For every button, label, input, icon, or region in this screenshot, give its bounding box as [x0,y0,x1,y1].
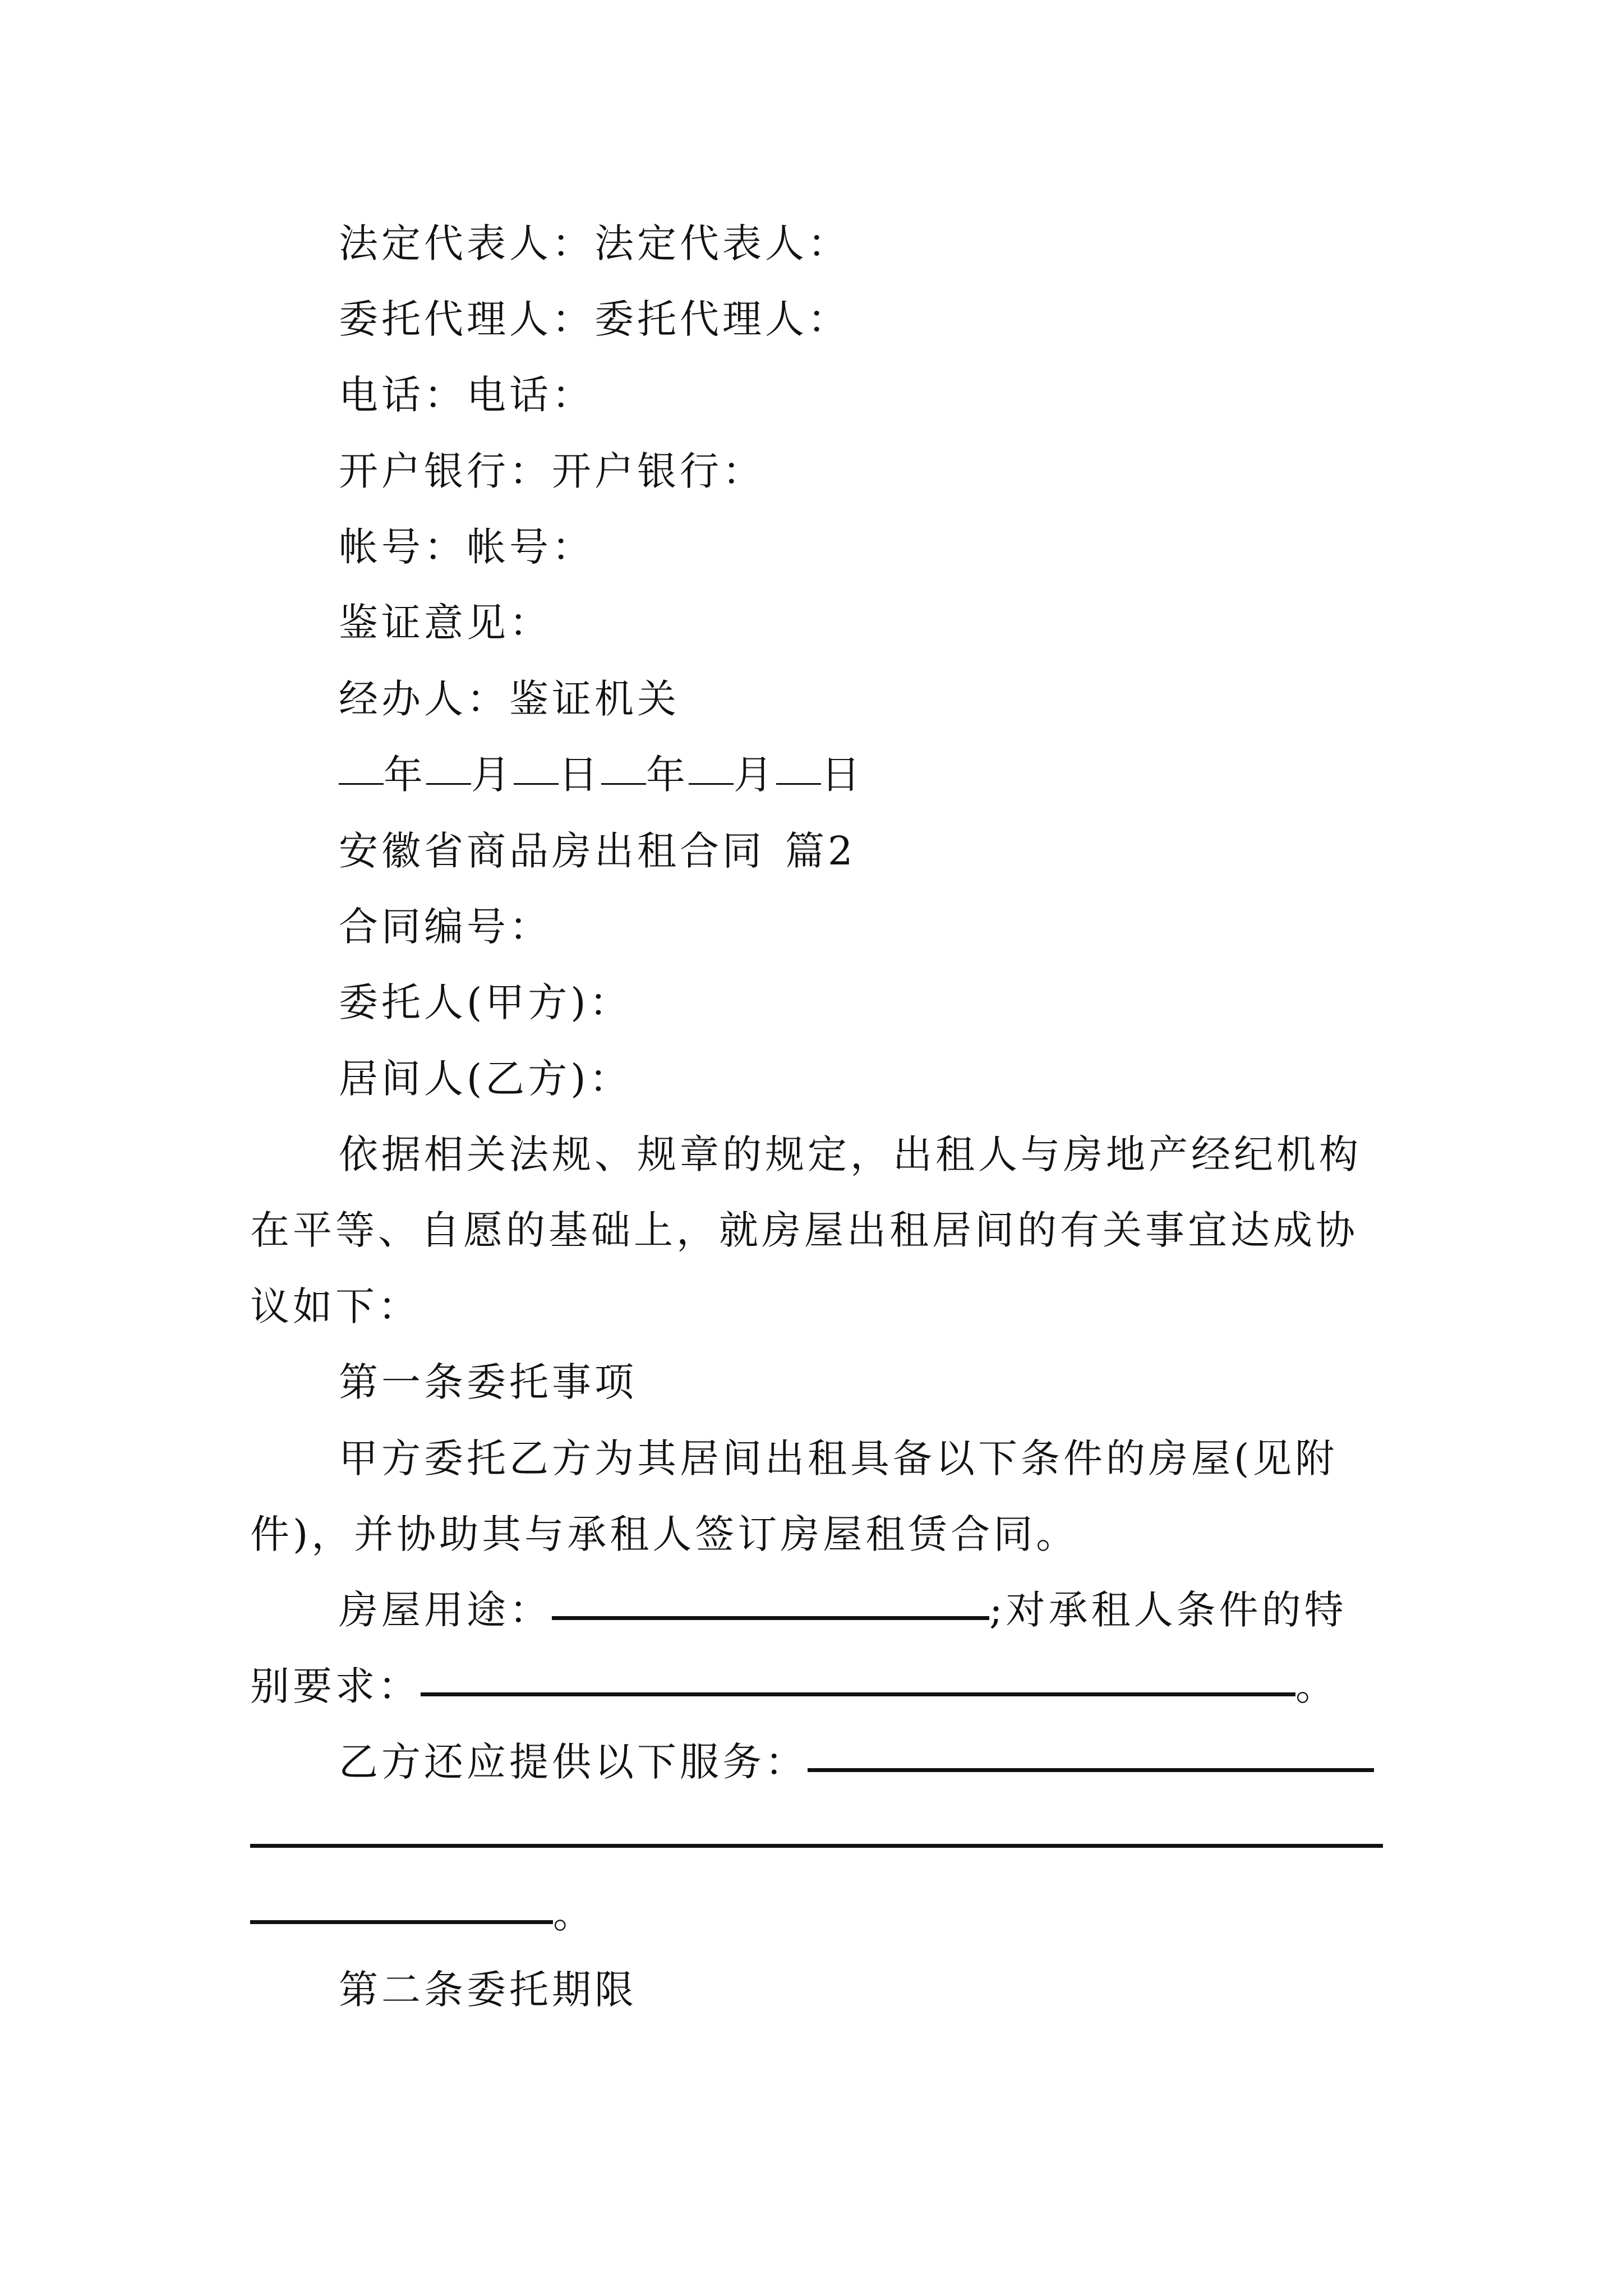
paragraph-line: 议如下： [250,1283,421,1329]
date-blank [776,783,821,785]
article-heading: 第一条委托事项 [339,1359,637,1405]
client-line: 委托人(甲方)： [339,979,632,1025]
verification-opinion-line: 鉴证意见： [339,600,552,646]
bank-line: 开户银行：开户银行： [339,448,765,494]
period: 。 [1295,1663,1338,1709]
date-blank [339,783,384,785]
date-day: 日 [559,752,601,798]
date-blank [426,783,471,785]
date-blank [601,783,646,785]
date-blank [514,783,559,785]
house-use-label: 房屋用途： [339,1587,552,1633]
date-blank [689,783,734,785]
paragraph-line: 件)，并协助其与承租人签订房屋租赁合同。 [250,1511,1079,1557]
services-line [339,1734,1374,1790]
date-day: 日 [821,752,864,798]
phone-line: 电话：电话： [339,372,594,418]
paragraph-line: 依据相关法规、规章的规定，出租人与房地产经纪机构 [339,1131,1362,1177]
broker-line: 居间人(乙方)： [339,1056,632,1102]
services-blank [250,1844,1383,1848]
date-year: 年 [384,752,426,798]
handler-line: 经办人：鉴证机关 [339,676,680,722]
legal-representative-line: 法定代表人：法定代表人： [339,220,850,266]
account-line: 帐号：帐号： [339,524,594,570]
section-title-main: 安徽省商品房出租合同 [339,828,765,874]
section-title-suffix: 篇2 [785,828,856,874]
agent-line: 委托代理人：委托代理人： [339,296,850,342]
house-use-after: ;对承租人条件的特 [989,1587,1347,1633]
period: 。 [553,1891,596,1937]
services-blank [250,1920,553,1924]
special-requirements-line [250,1658,1338,1714]
date-month: 月 [734,752,776,798]
paragraph-line: 甲方委托乙方为其居间出租具备以下条件的房屋(见附 [339,1435,1338,1481]
date-year: 年 [646,752,689,798]
paragraph-line: 在平等、自愿的基础上，就房屋出租居间的有关事宜达成协 [250,1207,1358,1253]
special-requirements-label: 别要求： [250,1663,421,1709]
services-blank [808,1768,1374,1772]
services-label: 乙方还应提供以下服务： [339,1739,808,1785]
services-blank-line [250,1810,1383,1866]
article-heading: 第二条委托期限 [339,1967,637,2013]
house-use-blank [552,1616,989,1620]
special-requirements-blank [421,1692,1295,1696]
house-use-line [339,1582,1347,1638]
date-month: 月 [471,752,514,798]
services-blank-line [250,1886,596,1942]
section-title [339,823,856,879]
contract-number-line: 合同编号： [339,904,552,950]
date-line [339,747,864,803]
